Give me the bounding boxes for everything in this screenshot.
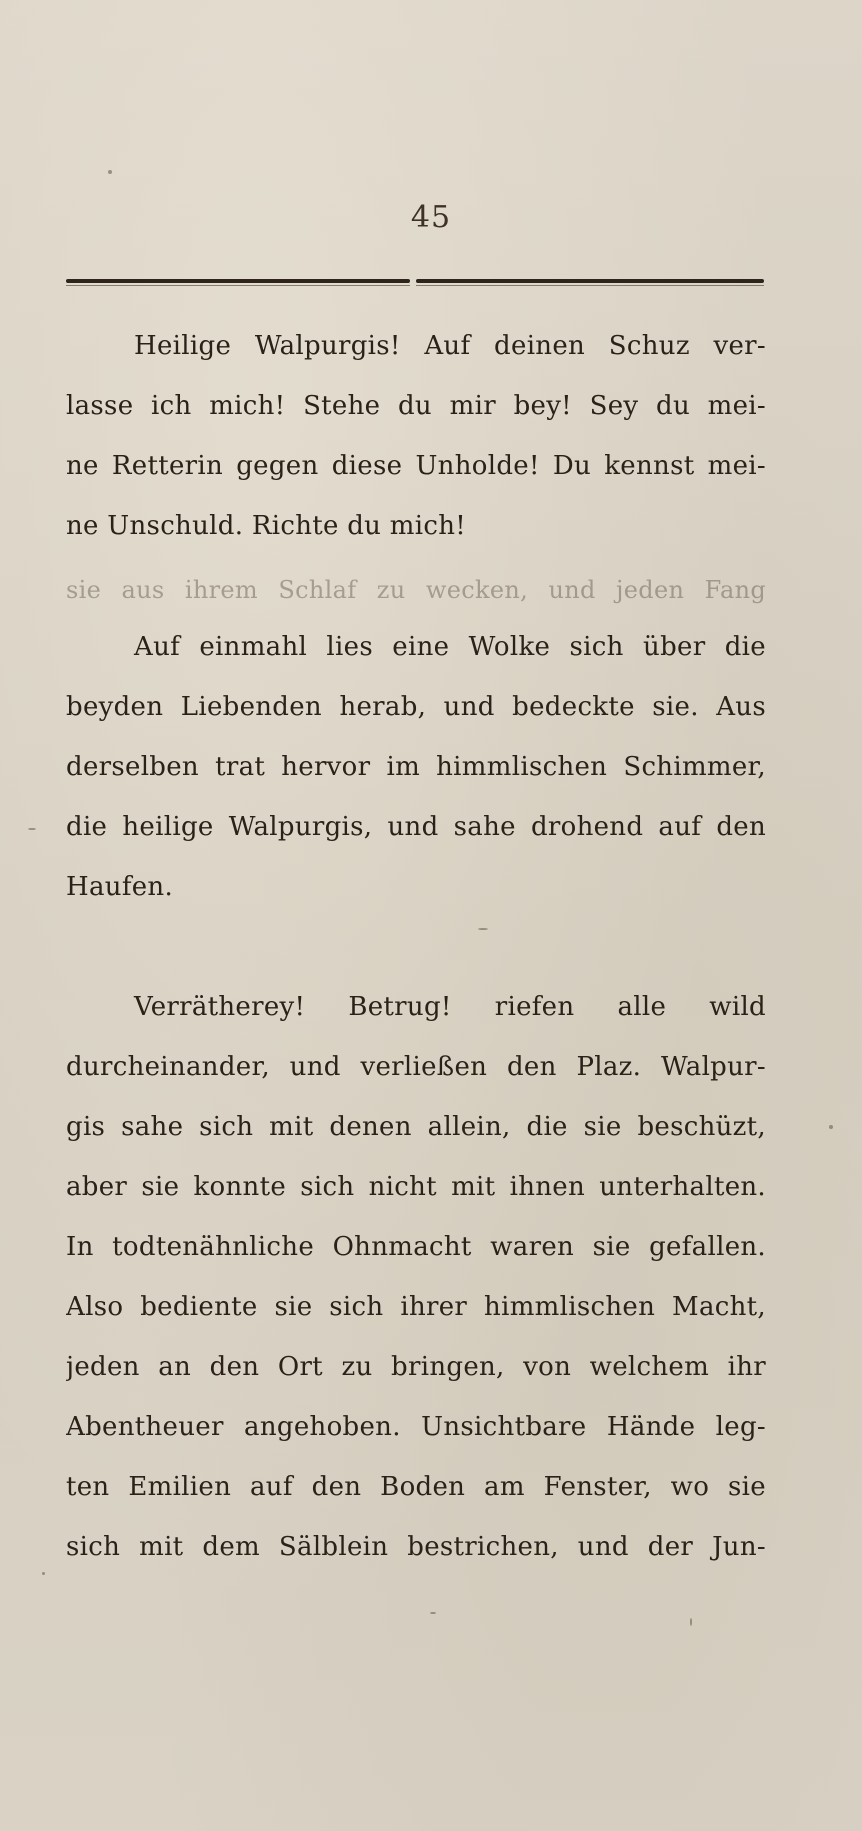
text-line: sich mit dem Sälblein bestrichen, und der Jun- [66,1532,766,1562]
bleed-through-line: sie aus ihrem Schlaf zu wecken, und jeden Fang [66,576,766,604]
paper-speck [690,1618,692,1626]
paper-speck [478,928,488,930]
text-line: die heilige Walpurgis, und sahe drohend auf den [66,812,766,842]
paper-speck [42,1572,45,1575]
text-line: ne Retterin gegen diese Unholde! Du kennst mei- [66,451,766,481]
paper-speck [829,1125,833,1129]
text-line: derselben trat hervor im himmlischen Schimmer, [66,752,766,782]
header-rule-left [66,279,410,283]
text-line: durcheinander, und verließen den Plaz. Walpur- [66,1052,766,1082]
text-line: In todtenähnliche Ohnmacht waren sie gefallen. [66,1232,766,1262]
text-line: Abentheuer angehoben. Unsichtbare Hände leg- [66,1412,766,1442]
text-line: Also bediente sie sich ihrer himmlischen Macht, [66,1292,766,1322]
text-line: ne Unschuld. Richte du mich! [66,511,467,541]
paper-speck [108,170,112,174]
paper-speck [430,1612,436,1614]
text-line: aber sie konnte sich nicht mit ihnen unterhalten. [66,1172,766,1202]
text-line: ten Emilien auf den Boden am Fenster, wo sie [66,1472,766,1502]
page-number: 45 [410,200,452,235]
text-line: lasse ich mich! Stehe du mir bey! Sey du mei- [66,391,766,421]
text-line: beyden Liebenden herab, und bedeckte sie. Aus [66,692,766,722]
text-line: jeden an den Ort zu bringen, von welchem ihr [66,1352,766,1382]
paper-speck [28,828,36,830]
text-line: gis sahe sich mit denen allein, die sie beschüzt, [66,1112,766,1142]
text-line: Haufen. [66,872,174,902]
header-rule-right [416,279,764,283]
text-line: Heilige Walpurgis! Auf deinen Schuz ver- [134,331,766,361]
text-line: Verrätherey! Betrug! riefen alle wild [134,992,766,1022]
text-line: Auf einmahl lies eine Wolke sich über die [134,632,766,662]
